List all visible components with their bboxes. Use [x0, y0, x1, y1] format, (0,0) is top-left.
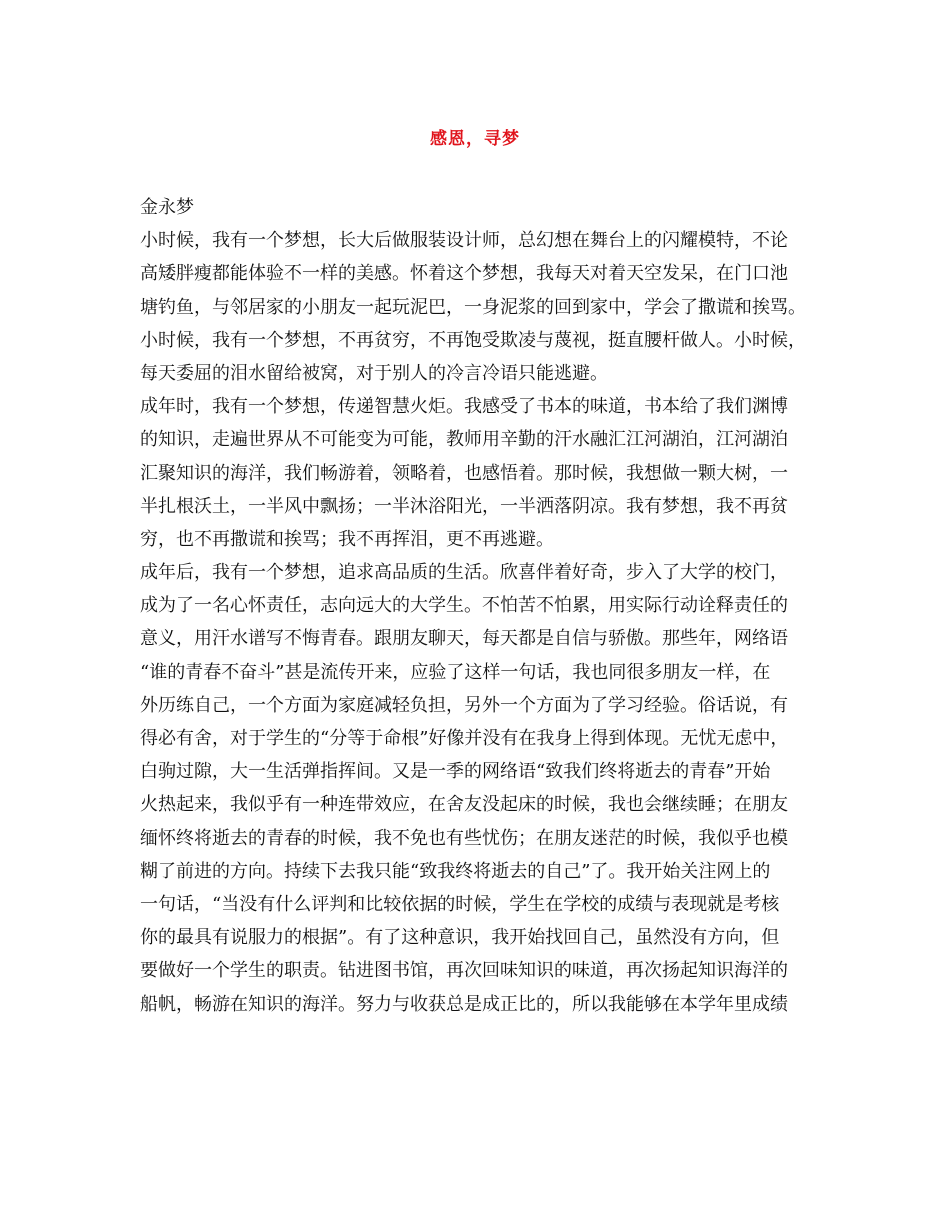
text-line: 成年时，我有一个梦想，传递智慧火炬。我感受了书本的味道，书本给了我们渊博: [140, 396, 788, 418]
text-line: 一句话，“当没有什么评判和比较依据的时候，学生在学校的成绩与表现就是考核: [140, 893, 780, 915]
text-line: 每天委屈的泪水留给被窝，对于别人的冷言冷语只能逃避。: [140, 362, 608, 384]
text-line: 穷，也不再撒谎和挨骂；我不再挥泪，更不再逃避。: [140, 528, 554, 550]
text-line: 塘钓鱼，与邻居家的小朋友一起玩泥巴，一身泥浆的回到家中，学会了撒谎和挨骂。: [140, 296, 806, 318]
text-line: 意义，用汗水谱写不悔青春。跟朋友聊天，每天都是自信与骄傲。那些年，网络语: [140, 628, 788, 650]
author-line: 金永梦: [140, 197, 194, 218]
text-line: 火热起来，我似乎有一种连带效应，在舍友没起床的时候，我也会继续睡；在朋友: [140, 794, 788, 816]
text-line: 缅怀终将逝去的青春的时候，我不免也有些忧伤；在朋友迷茫的时候，我似乎也模: [140, 827, 788, 849]
text-line: 外历练自己，一个方面为家庭减轻负担，另外一个方面为了学习经验。俗话说，有: [140, 694, 788, 716]
text-line: 小时候，我有一个梦想，长大后做服装设计师，总幻想在舞台上的闪耀模特，不论: [140, 230, 788, 252]
text-line: 成年后，我有一个梦想，追求高品质的生活。欣喜伴着好奇，步入了大学的校门，: [140, 562, 788, 584]
text-line: 得必有舍，对于学生的“分等于命根”好像并没有在我身上得到体现。无忧无虑中，: [140, 728, 789, 749]
text-line: 半扎根沃土，一半风中飘扬；一半沐浴阳光，一半洒落阴凉。我有梦想，我不再贫: [140, 495, 788, 517]
text-line: 小时候，我有一个梦想，不再贫穷，不再饱受欺凌与蔑视，挺直腰杆做人。小时候，: [140, 329, 806, 351]
text-line: 成为了一名心怀责任，志向远大的大学生。不怕苦不怕累，用实际行动诠释责任的: [140, 595, 788, 617]
text-line: 汇聚知识的海洋，我们畅游着，领略着，也感悟着。那时候，我想做一颗大树，一: [140, 462, 788, 484]
text-line: “谁的青春不奋斗”甚是流传开来，应验了这样一句话，我也同很多朋友一样，在: [140, 661, 771, 683]
text-line: 糊了前进的方向。持续下去我只能“致我终将逝去的自己”了。我开始关注网上的: [140, 860, 771, 882]
text-line: 的知识，走遍世界从不可能变为可能，教师用辛勤的汗水融汇江河湖泊，江河湖泊: [140, 429, 788, 451]
text-line: 要做好一个学生的职责。钻进图书馆，再次回味知识的味道，再次扬起知识海洋的: [140, 960, 788, 982]
text-line: 高矮胖瘦都能体验不一样的美感。怀着这个梦想，我每天对着天空发呆，在门口池: [140, 263, 788, 285]
text-line: 白驹过隙，大一生活弹指挥间。又是一季的网络语“致我们终将逝去的青春”开始: [140, 761, 771, 783]
document-title: 感恩，寻梦: [430, 129, 520, 149]
text-line: 船帆，畅游在知识的海洋。努力与收获总是成正比的，所以我能够在本学年里成绩: [140, 993, 788, 1015]
text-line: 你的最具有说服力的根据”。有了这种意识，我开始找回自己，虽然没有方向，但: [140, 927, 780, 949]
document-body: [140, 191, 820, 1021]
